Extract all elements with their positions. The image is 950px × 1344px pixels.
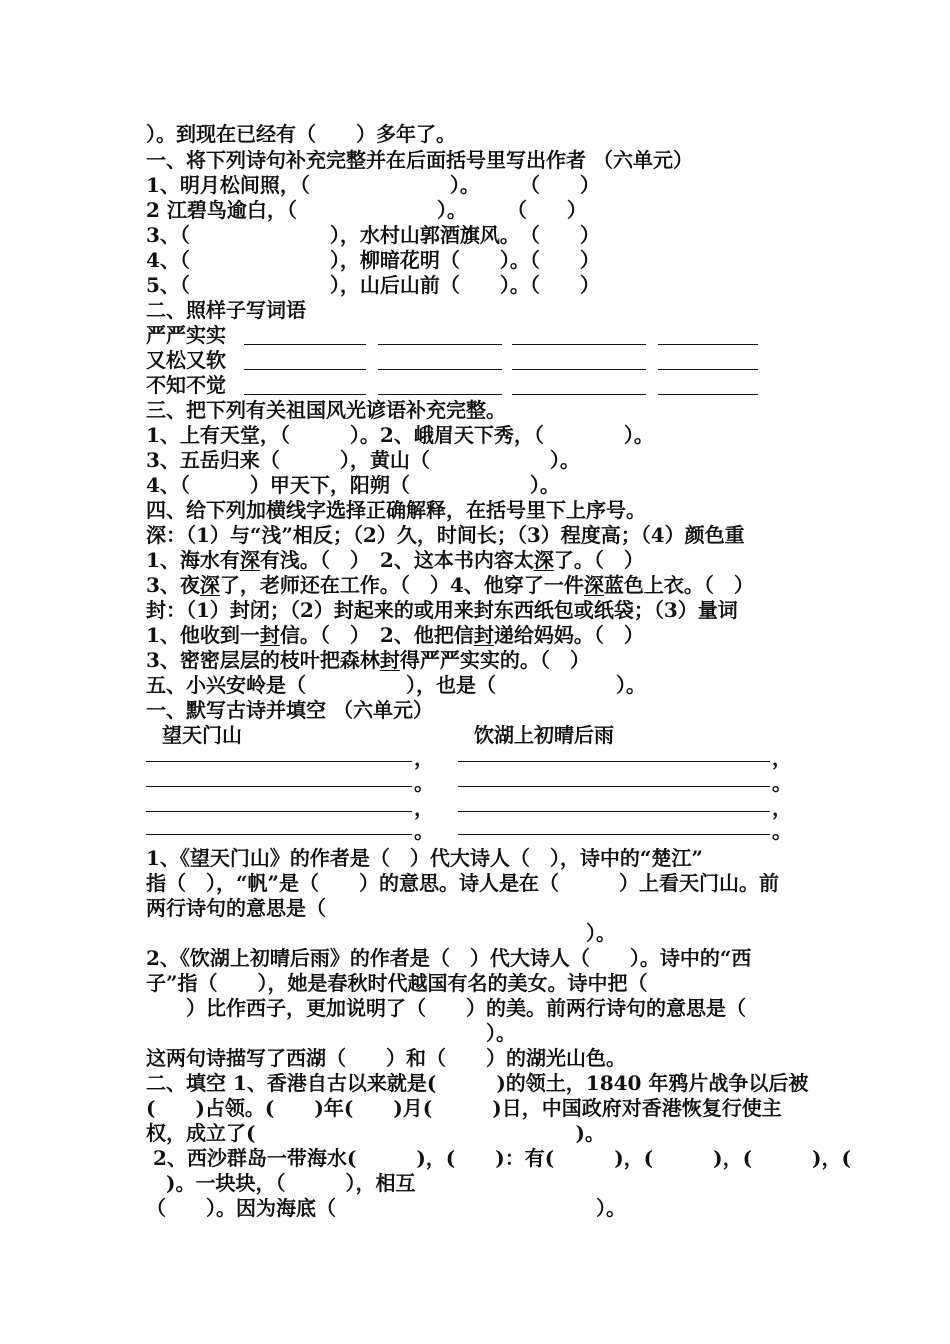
answer-blank[interactable]: [512, 344, 646, 345]
poem-write-line[interactable]: [458, 761, 770, 762]
poem-punctuation: ，: [772, 796, 792, 820]
definition-question-shen-3-4: 3、夜深了，老师还在工作。（ ）4、他穿了一件深蓝色上衣。（ ）: [146, 573, 754, 597]
poem-punctuation: 。: [772, 771, 792, 795]
underlined-character: 封: [259, 623, 280, 647]
fill-blank-hongkong-line-2: ( )占领。( )年( )月( )日，中国政府对香港恢复行使主: [146, 1096, 782, 1120]
answer-blank[interactable]: [658, 344, 758, 345]
fill-blank-xisha-line-3: （ ）。因为海底（ ）。: [146, 1196, 626, 1220]
fill-blank-xisha-line-2: )。一块块，（ ），相互: [146, 1171, 416, 1195]
poem-question-1-line-1: 1、《望天门山》的作者是（ ）代大诗人（ ），诗中的“楚江”: [146, 846, 703, 870]
poem-title-yinhushang: 饮湖上初晴后雨: [474, 723, 614, 747]
definition-shen: 深：（1）与“浅”相反；（2）久，时间长；（3）程度高；（4）颜色重: [146, 523, 745, 547]
definition-question-feng-3: 3、密密层层的枝叶把森林封得严严实实的。（ ）: [146, 648, 590, 672]
poem-question-2: 2 江碧鸟逾白，（ ）。 （ ）: [146, 198, 587, 222]
poem-question-3: 3、（ ），水村山郭酒旗风。 （ ）: [146, 223, 600, 247]
poem-question-1-line-3: 两行诗句的意思是（: [146, 896, 326, 920]
poem-write-line[interactable]: [146, 811, 412, 812]
answer-blank[interactable]: [658, 369, 758, 370]
underlined-character: 深: [583, 573, 604, 597]
poem-write-line[interactable]: [458, 786, 770, 787]
poem-question-2-line-5: 这两句诗描写了西湖（ ）和（ ）的湖光山色。: [146, 1046, 626, 1070]
proverb-question-4: 4、（ ）甲天下，阳朔（ ）。: [146, 473, 560, 497]
poem-write-line[interactable]: [458, 834, 770, 835]
section-poem-dictation-heading: 一、默写古诗并填空 （六单元）: [146, 698, 433, 722]
answer-blank[interactable]: [244, 394, 366, 395]
poem-punctuation: ，: [414, 746, 434, 770]
word-pattern-example-3: 不知不觉: [146, 373, 226, 397]
poem-punctuation: 。: [414, 771, 434, 795]
answer-blank[interactable]: [512, 369, 646, 370]
poem-write-line[interactable]: [146, 761, 412, 762]
underlined-character: 深: [199, 573, 220, 597]
poem-question-2-line-4: ）。: [146, 1021, 516, 1045]
intro-line: ）。到现在已经有（ ）多年了。: [146, 122, 456, 146]
underlined-character: 封: [379, 648, 400, 672]
answer-blank[interactable]: [512, 394, 646, 395]
word-pattern-example-1: 严严实实: [146, 323, 226, 347]
poem-write-line[interactable]: [146, 834, 412, 835]
answer-blank[interactable]: [378, 344, 502, 345]
answer-blank[interactable]: [244, 369, 366, 370]
definition-question-feng-1-2: 1、他收到一封信。（ ） 2、他把信封递给妈妈。（ ）: [146, 623, 644, 647]
section-xiaoxinganling: 五、小兴安岭是（ ），也是（ ）。: [146, 673, 646, 697]
answer-blank[interactable]: [658, 394, 758, 395]
poem-write-line[interactable]: [458, 811, 770, 812]
poem-write-line[interactable]: [146, 786, 412, 787]
poem-punctuation: ，: [772, 746, 792, 770]
answer-blank[interactable]: [378, 394, 502, 395]
fill-blank-xisha-line-1: 2、西沙群岛一带海水( )，( )：有( )，( )，( )，(: [146, 1146, 851, 1170]
poem-punctuation: 。: [414, 819, 434, 843]
proverb-question-3: 3、五岳归来（ ），黄山（ ）。: [146, 448, 580, 472]
section-definition-heading: 四、给下列加横线字选择正确解释，在括号里下上序号。: [146, 498, 646, 522]
underlined-character: 深: [533, 548, 554, 572]
poem-question-1-line-4: ）。: [146, 921, 616, 945]
fill-blank-hongkong-line-3: 权，成立了( )。: [146, 1121, 605, 1145]
poem-question-1: 1、明月松间照，（ ）。 （ ）: [146, 173, 600, 197]
poem-question-1-line-2: 指（ ），“帆”是（ ）的意思。诗人是在（ ）上看天门山。前: [146, 871, 780, 895]
poem-question-5: 5、（ ），山后山前（ ）。（ ）: [146, 273, 600, 297]
underlined-character: 深: [239, 548, 260, 572]
poem-punctuation: 。: [772, 819, 792, 843]
definition-feng: 封：（1）封闭；（2）封起来的或用来封东西纸包或纸袋；（3）量词: [146, 598, 738, 622]
definition-question-shen-1-2: 1、海水有深有浅。（ ） 2、这本书内容太深了。（ ）: [146, 548, 644, 572]
poem-title-wangtianmenshan: 望天门山: [162, 723, 242, 747]
section-poem-completion-heading: 一、将下列诗句补充完整并在后面括号里写出作者 （六单元）: [146, 148, 693, 172]
poem-question-4: 4、（ ），柳暗花明（ ）。（ ）: [146, 248, 600, 272]
answer-blank[interactable]: [378, 369, 502, 370]
poem-question-2-line-2: 子”指（ ），她是春秋时代越国有名的美女。诗中把（: [146, 971, 648, 995]
section-word-pattern-heading: 二、照样子写词语: [146, 298, 306, 322]
answer-blank[interactable]: [244, 344, 366, 345]
word-pattern-example-2: 又松又软: [146, 348, 226, 372]
section-proverb-heading: 三、把下列有关祖国风光谚语补充完整。: [146, 398, 506, 422]
underlined-character: 封: [473, 623, 494, 647]
poem-question-2-line-1: 2、《饮湖上初晴后雨》的作者是（ ）代大诗人（ ）。诗中的“西: [146, 946, 752, 970]
proverb-question-1-2: 1、上有天堂，（ ）。2、峨眉天下秀，（ ）。: [146, 423, 654, 447]
poem-punctuation: ，: [414, 796, 434, 820]
fill-blank-hongkong-line-1: 二、填空 1、香港自古以来就是( )的领土，1840 年鸦片战争以后被: [146, 1071, 809, 1095]
poem-question-2-line-3: ）比作西子，更加说明了（ ）的美。前两行诗句的意思是（: [146, 996, 746, 1020]
